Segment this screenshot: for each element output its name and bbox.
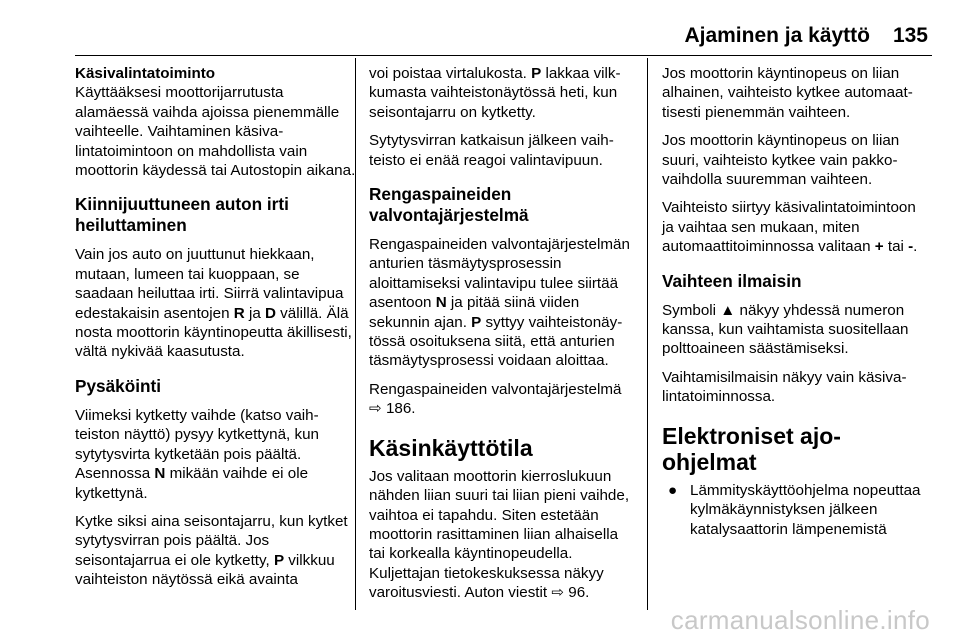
section-heading-kiinnijuuttuneen: Kiinnijuuttuneen auton irti heiluttaminen bbox=[75, 194, 289, 236]
paragraph: Sytytysvirran katkaisun jälkeen vaihteisto ei enää reagoi valintavipuun. bbox=[369, 132, 614, 169]
section-heading-kasinkayttotila: Käsinkäyttötila bbox=[369, 434, 533, 461]
paragraph: Jos moottorin käyntinopeus on liian alhainen, vaihteisto kytkee automaattisesti pienemmän vaihteen. bbox=[662, 65, 913, 121]
section-heading-kasivalintatoiminto: Käsivalintatoiminto bbox=[75, 65, 216, 82]
paragraph: Jos moottorin käyntinopeus on liian suuri, vaihteisto kytkee vain pakkovaihdolla suuremman vaihteen. bbox=[662, 132, 900, 189]
paragraph: Käyttääksesi moottorijarrutusta alamäessä vaihda ajoissa pienemmälle vaihteelle. Vaihtaminen käsivalintatoimintoon on mahdollista vain moottorin käydessä tai Autostopin aikana. bbox=[75, 84, 356, 180]
header-rule bbox=[75, 55, 932, 56]
page-footer bbox=[0, 598, 960, 638]
paragraph: Jos valitaan moottorin kierroslukuun nähden liian suuri tai liian pieni vaihde, vaihtoa ei tapahdu. Siten estetään moottorin rasittaminen liian alhaisella tai korkealla käyntinopeudella. Kuljettajan tietokeskuksessa näkyy varoitusviesti. Auton viestit ⇨ 96. bbox=[369, 467, 630, 602]
section-heading-vaihteen-ilmaisin: Vaihteen ilmaisin bbox=[662, 270, 802, 291]
page-header bbox=[0, 0, 960, 58]
page-number: 135 bbox=[892, 24, 928, 47]
bullet-list bbox=[662, 481, 930, 539]
chapter-title: Ajaminen ja käyttö bbox=[684, 24, 870, 47]
column-divider-right bbox=[647, 58, 648, 610]
column-3 bbox=[662, 64, 930, 539]
watermark: carmanualsonline.info bbox=[670, 605, 930, 635]
paragraph: Vaihteisto siirtyy käsivalintatoimintoon ja vaihtaa sen mukaan, miten automaattitoiminnossa valitaan + tai -. bbox=[662, 199, 918, 256]
section-heading-pysakointi: Pysäköinti bbox=[75, 375, 161, 396]
paragraph: Vaihtamisilmaisin näkyy vain käsivalintatoiminnossa. bbox=[662, 368, 907, 406]
paragraph: Vain jos auto on juuttunut hiekkaan, mutaan, lumeen tai kuoppaan, se saadaan heiluttaa irti. Siirrä valintavipua edestakaisin asentojen R ja D välillä. Älä nosta moottorin käyntinopeutta äkillisesti, vältä nykivää kaasutusta. bbox=[75, 246, 352, 361]
upshift-triangle-icon: ▲ bbox=[720, 301, 736, 319]
paragraph: Symboli ▲ näkyy yhdessä numeron kanssa, kun vaihtamista suositellaan polttoaineen säästämiseksi. bbox=[662, 301, 909, 358]
section-heading-rengaspaineiden: Rengaspaineiden valvontajärjestelmä bbox=[369, 184, 529, 226]
list-item: ● Lämmityskäyttöohjelma nopeuttaa kylmäkäynnistyksen jälkeen katalysaattorin lämpenemistä bbox=[668, 481, 921, 538]
column-2 bbox=[369, 64, 635, 612]
bullet-icon: ● bbox=[668, 481, 678, 499]
cross-reference: Rengaspaineiden valvontajärjestelmä ⇨ 186. bbox=[369, 380, 622, 418]
paragraph: Rengaspaineiden valvontajärjestelmän anturien täsmäytysprosessin aloittamiseksi valintavipu tulee siirtää asentoon N ja pitää siinä viiden sekunnin ajan. P syttyy vaihteistonäytössä osoituksena siitä, että anturien täsmäytysprosessi voidaan aloittaa. bbox=[369, 236, 630, 370]
column-1 bbox=[75, 64, 357, 599]
section-heading-elektroniset-ajo-ohjelmat: Elektroniset ajo-ohjelmat bbox=[662, 422, 841, 475]
paragraph: Kytke siksi aina seisontajarru, kun kytket sytytysvirran pois päältä. Jos seisontajarrua ei ole kytketty, P vilkkuu vaihteiston näytössä eikä avainta bbox=[75, 512, 348, 589]
paragraph: voi poistaa virtalukosta. P lakkaa vilkkumasta vaihteistonäytössä heti, kun seisontajarru on kytketty. bbox=[369, 65, 621, 121]
paragraph: Viimeksi kytketty vaihde (katso vaihteiston näyttö) pysyy kytkettynä, kun sytytysvirta kytketään pois päältä. Asennossa N mikään vaihde ei ole kytkettynä. bbox=[75, 406, 319, 502]
